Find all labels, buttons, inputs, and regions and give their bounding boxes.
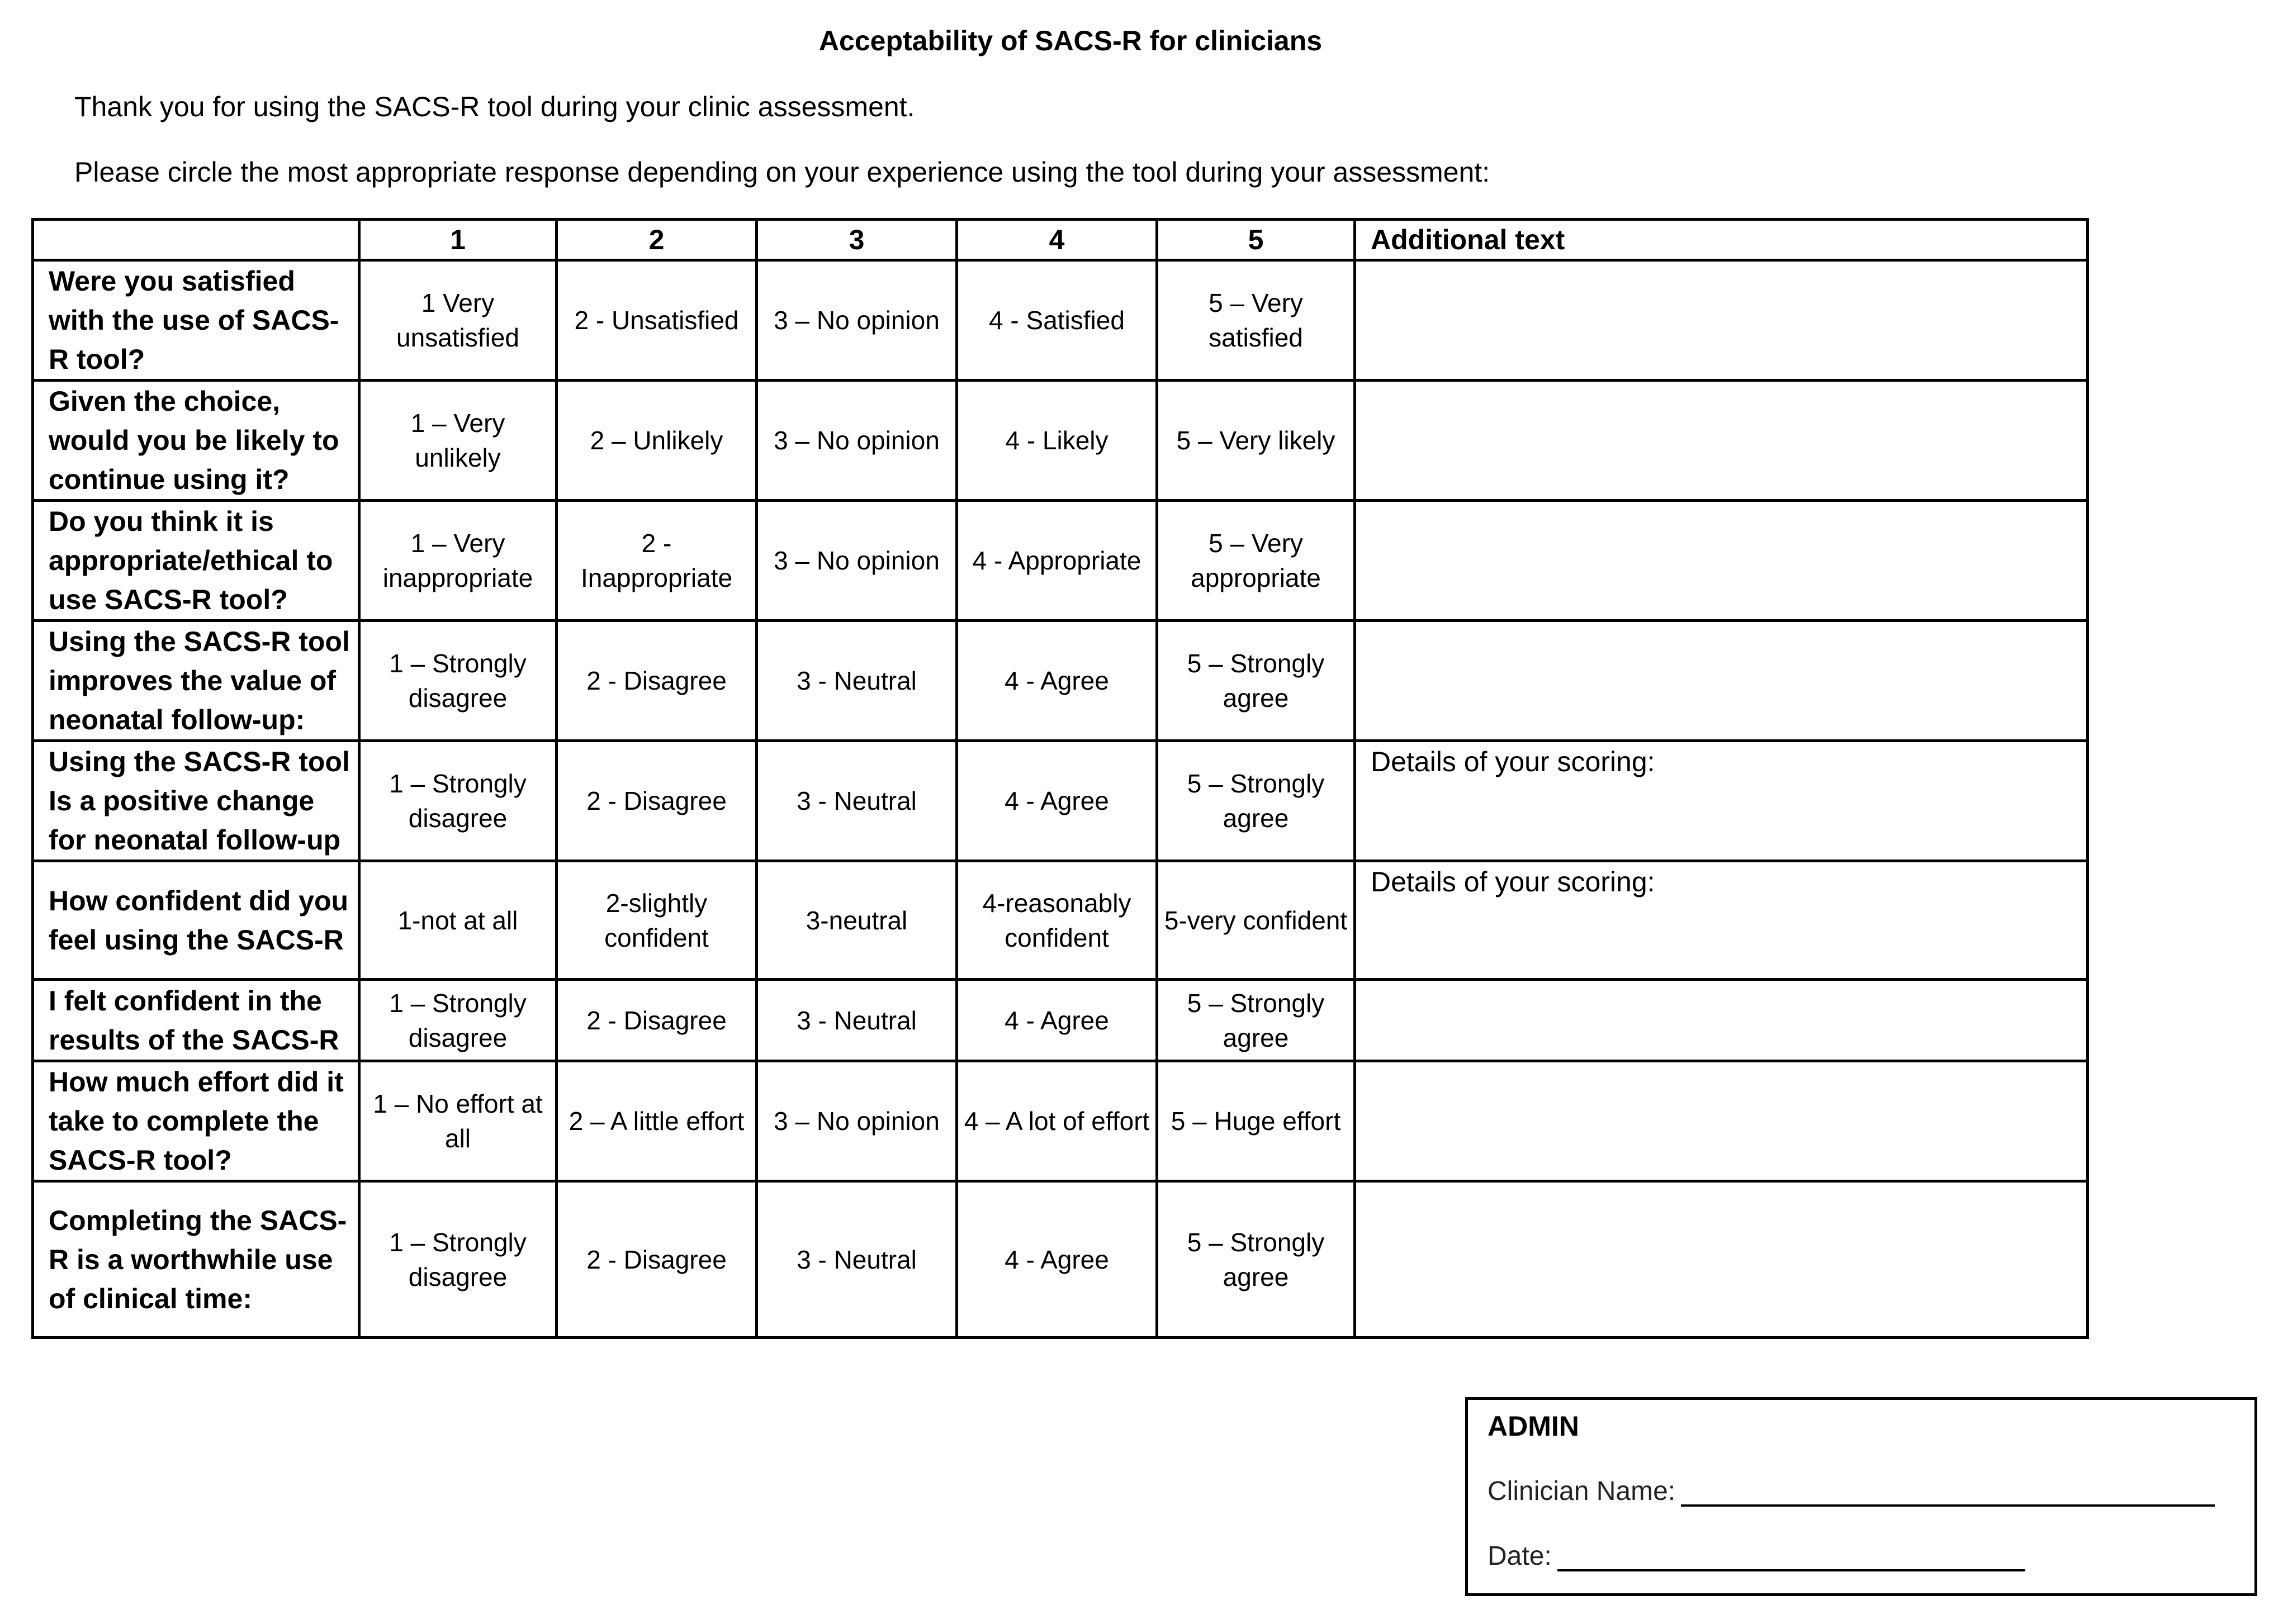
question-cell: Were you satisfied with the use of SACS-R tool? — [33, 260, 359, 381]
response-option-2[interactable]: 2 – A little effort — [557, 1061, 757, 1181]
table-row — [33, 1181, 2088, 1338]
page-title: Acceptability of SACS-R for clinicians — [818, 25, 1323, 56]
header-score-4: 4 — [957, 220, 1157, 260]
response-option-4[interactable]: 4 - Agree — [957, 980, 1157, 1061]
response-option-4[interactable]: 4 - Agree — [957, 621, 1157, 741]
response-option-1[interactable]: 1 – No effort at all — [359, 1061, 557, 1181]
response-option-3[interactable]: 3 – No opinion — [757, 381, 957, 501]
survey-table — [31, 218, 2089, 1339]
response-option-3[interactable]: 3 - Neutral — [757, 741, 957, 861]
response-option-2[interactable]: 2-slightly confident — [557, 861, 757, 980]
additional-text-cell[interactable] — [1355, 1181, 2088, 1338]
additional-text-cell[interactable]: Details of your scoring: — [1355, 861, 2088, 980]
admin-box — [1465, 1397, 2257, 1596]
header-score-3: 3 — [757, 220, 957, 260]
response-option-5[interactable]: 5 – Very likely — [1157, 381, 1355, 501]
header-row — [33, 220, 2088, 260]
intro-thanks: Thank you for using the SACS-R tool during your clinic assessment. — [74, 91, 915, 122]
response-option-3[interactable]: 3 - Neutral — [757, 621, 957, 741]
date-field[interactable] — [1488, 1541, 2025, 1571]
response-option-1[interactable]: 1 – Very inappropriate — [359, 501, 557, 621]
response-option-5[interactable]: 5 – Strongly agree — [1157, 980, 1355, 1061]
response-option-1[interactable]: 1 – Strongly disagree — [359, 741, 557, 861]
header-additional-text: Additional text — [1355, 220, 2088, 260]
clinician-name-label: Clinician Name: — [1488, 1476, 1676, 1506]
response-option-2[interactable]: 2 - Disagree — [557, 1181, 757, 1338]
response-option-2[interactable]: 2 - Unsatisfied — [557, 260, 757, 381]
header-score-1: 1 — [359, 220, 557, 260]
response-option-1[interactable]: 1 – Strongly disagree — [359, 621, 557, 741]
response-option-4[interactable]: 4 - Likely — [957, 381, 1157, 501]
table-row — [33, 741, 2088, 861]
response-option-5[interactable]: 5 – Very appropriate — [1157, 501, 1355, 621]
response-option-1[interactable]: 1 – Very unlikely — [359, 381, 557, 501]
response-option-4[interactable]: 4 - Appropriate — [957, 501, 1157, 621]
intro-instructions: Please circle the most appropriate response depending on your experience using the tool during your assessment: — [74, 156, 1490, 188]
response-option-5[interactable]: 5 – Strongly agree — [1157, 621, 1355, 741]
question-cell: How confident did you feel using the SACS-R — [33, 861, 359, 980]
question-cell: I felt confident in the results of the SACS-R — [33, 980, 359, 1061]
additional-text-cell[interactable] — [1355, 381, 2088, 501]
response-option-2[interactable]: 2 - Disagree — [557, 980, 757, 1061]
clinician-name-blank[interactable] — [1681, 1479, 2215, 1507]
response-option-2[interactable]: 2 - Disagree — [557, 741, 757, 861]
table-row — [33, 980, 2088, 1061]
question-cell: Do you think it is appropriate/ethical to use SACS-R tool? — [33, 501, 359, 621]
additional-text-cell[interactable] — [1355, 260, 2088, 381]
response-option-4[interactable]: 4 - Satisfied — [957, 260, 1157, 381]
response-option-4[interactable]: 4 – A lot of effort — [957, 1061, 1157, 1181]
question-cell: Using the SACS-R tool improves the value of neonatal follow-up: — [33, 621, 359, 741]
response-option-5[interactable]: 5 – Strongly agree — [1157, 741, 1355, 861]
response-option-4[interactable]: 4-reasonably confident — [957, 861, 1157, 980]
response-option-3[interactable]: 3 - Neutral — [757, 1181, 957, 1338]
date-blank[interactable] — [1557, 1544, 2025, 1571]
response-option-2[interactable]: 2 – Unlikely — [557, 381, 757, 501]
response-option-4[interactable]: 4 - Agree — [957, 741, 1157, 861]
response-option-2[interactable]: 2 - Disagree — [557, 621, 757, 741]
response-option-5[interactable]: 5 – Very satisfied — [1157, 260, 1355, 381]
response-option-5[interactable]: 5 – Huge effort — [1157, 1061, 1355, 1181]
response-option-3[interactable]: 3 – No opinion — [757, 1061, 957, 1181]
clinician-name-field[interactable] — [1488, 1476, 2215, 1507]
table-row — [33, 621, 2088, 741]
response-option-1[interactable]: 1 Very unsatisfied — [359, 260, 557, 381]
additional-text-cell[interactable] — [1355, 621, 2088, 741]
response-option-4[interactable]: 4 - Agree — [957, 1181, 1157, 1338]
date-label: Date: — [1488, 1541, 1552, 1571]
response-option-5[interactable]: 5-very confident — [1157, 861, 1355, 980]
response-option-3[interactable]: 3 – No opinion — [757, 501, 957, 621]
response-option-2[interactable]: 2 - Inappropriate — [557, 501, 757, 621]
response-option-1[interactable]: 1 – Strongly disagree — [359, 980, 557, 1061]
table-row — [33, 260, 2088, 381]
header-score-5: 5 — [1157, 220, 1355, 260]
question-cell: Completing the SACS-R is a worthwhile use of clinical time: — [33, 1181, 359, 1338]
table-row — [33, 501, 2088, 621]
response-option-1[interactable]: 1 – Strongly disagree — [359, 1181, 557, 1338]
additional-text-cell[interactable] — [1355, 501, 2088, 621]
response-option-3[interactable]: 3-neutral — [757, 861, 957, 980]
additional-text-cell[interactable] — [1355, 1061, 2088, 1181]
question-cell: Using the SACS-R tool Is a positive change for neonatal follow-up — [33, 741, 359, 861]
table-row — [33, 1061, 2088, 1181]
admin-title: ADMIN — [1488, 1411, 1579, 1442]
question-cell: Given the choice, would you be likely to continue using it? — [33, 381, 359, 501]
response-option-5[interactable]: 5 – Strongly agree — [1157, 1181, 1355, 1338]
additional-text-cell[interactable] — [1355, 980, 2088, 1061]
response-option-3[interactable]: 3 - Neutral — [757, 980, 957, 1061]
table-row — [33, 381, 2088, 501]
table-row — [33, 861, 2088, 980]
response-option-1[interactable]: 1-not at all — [359, 861, 557, 980]
header-score-2: 2 — [557, 220, 757, 260]
question-cell: How much effort did it take to complete the SACS-R tool? — [33, 1061, 359, 1181]
response-option-3[interactable]: 3 – No opinion — [757, 260, 957, 381]
header-corner — [33, 220, 359, 260]
additional-text-cell[interactable]: Details of your scoring: — [1355, 741, 2088, 861]
